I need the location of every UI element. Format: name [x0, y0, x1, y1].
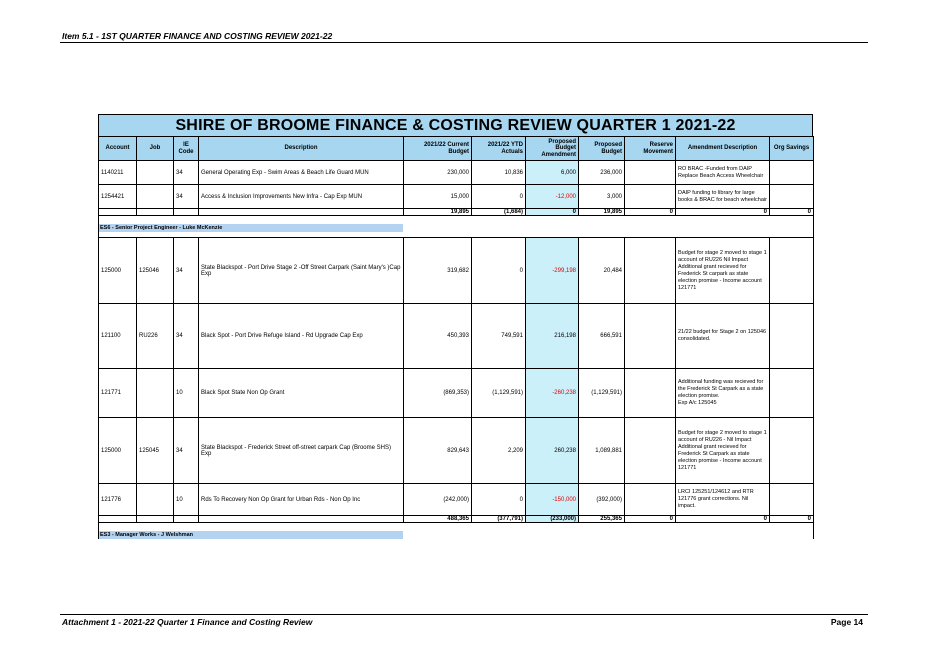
description-cell: Black Spot State Non Op Grant: [199, 369, 404, 418]
proposed-budget-cell: (1,129,591): [579, 369, 625, 418]
ie-code-cell: 10: [174, 369, 199, 418]
col-description: Description: [199, 137, 404, 161]
section-row: [99, 224, 814, 232]
total-current-budget: 488,365: [404, 516, 472, 523]
total-org-savings: 0: [770, 209, 814, 216]
amendment-cell: -12,000: [526, 185, 579, 209]
org-savings-cell: [770, 369, 814, 418]
total-amendment: (233,000): [526, 516, 579, 523]
current-budget-cell: 15,000: [404, 185, 472, 209]
reserve-movement-cell: [625, 369, 676, 418]
proposed-budget-cell: 666,591: [579, 304, 625, 369]
current-budget-cell: 230,000: [404, 161, 472, 185]
total-proposed-budget: 19,895: [579, 209, 625, 216]
total-reserve-movement: 0: [625, 209, 676, 216]
description-cell: Access & Inclusion Improvements New Infra - Cap Exp MUN: [199, 185, 404, 209]
current-budget-cell: (242,000): [404, 484, 472, 516]
section-title-es3: ES3 - Manager Works - J Welshman: [99, 531, 403, 539]
table-row: [99, 369, 814, 418]
description-cell: State Blackspot - Port Drive Stage 2 -Off Street Carpark (Saint Mary's )Cap Exp: [199, 238, 404, 304]
total-blank-cell: [199, 209, 404, 216]
total-blank-cell: [99, 209, 137, 216]
reserve-movement-cell: [625, 238, 676, 304]
account-cell: 1140211: [99, 161, 137, 185]
ie-code-cell: 34: [174, 418, 199, 484]
total-amendment-description: 0: [676, 516, 770, 523]
finance-sheet: [98, 114, 813, 539]
item-header: Item 5.1 - 1ST QUARTER FINANCE AND COSTING REVIEW 2021-22: [62, 31, 333, 41]
job-cell: [137, 369, 174, 418]
total-ytd-actuals: (1,684): [472, 209, 526, 216]
total-amendment: 0: [526, 209, 579, 216]
col-amendment-description: Amendment Description: [676, 137, 770, 161]
reserve-movement-cell: [625, 484, 676, 516]
section-spacer: [99, 523, 814, 531]
section-row: [99, 531, 814, 539]
col-proposed-amendment: Proposed Budget Amendment: [526, 137, 579, 161]
description-cell: Black Spot - Port Drive Refuge Island - Rd Upgrade Cap Exp: [199, 304, 404, 369]
account-cell: 121776: [99, 484, 137, 516]
amendment-description-cell: DAIP funding to library for large books & BRAC for beach wheelchair: [676, 185, 770, 209]
amendment-cell: 216,198: [526, 304, 579, 369]
section-title-es6: ES6 - Senior Project Engineer - Luke McKenzie: [99, 224, 403, 232]
account-cell: 121771: [99, 369, 137, 418]
proposed-budget-cell: 20,484: [579, 238, 625, 304]
amendment-cell: -150,000: [526, 484, 579, 516]
col-ytd-actuals: 2021/22 YTD Actuals: [472, 137, 526, 161]
table-row: [99, 238, 814, 304]
ytd-actuals-cell: 2,209: [472, 418, 526, 484]
amendment-cell: 260,238: [526, 418, 579, 484]
header-rule: [60, 42, 868, 43]
account-cell: 125000: [99, 238, 137, 304]
col-ie-code: IE Code: [174, 137, 199, 161]
total-current-budget: 19,895: [404, 209, 472, 216]
amendment-description-cell: Additional funding was recieved for the Frederick St Carpark as a state election promise. Exp A/c 125045: [676, 369, 770, 418]
description-cell: State Blackspot - Frederick Street off-street carpark Cap (Broome SHS) Exp: [199, 418, 404, 484]
proposed-budget-cell: (392,000): [579, 484, 625, 516]
total-blank-cell: [137, 209, 174, 216]
col-account: Account: [99, 137, 137, 161]
current-budget-cell: (869,353): [404, 369, 472, 418]
total-blank-cell: [174, 516, 199, 523]
reserve-movement-cell: [625, 418, 676, 484]
account-cell: 125000: [99, 418, 137, 484]
table-row: [99, 161, 814, 185]
proposed-budget-cell: 3,000: [579, 185, 625, 209]
job-cell: [137, 484, 174, 516]
job-cell: 125046: [137, 238, 174, 304]
total-row: [99, 516, 814, 523]
proposed-budget-cell: 236,000: [579, 161, 625, 185]
total-blank-cell: [199, 516, 404, 523]
job-cell: 125045: [137, 418, 174, 484]
job-cell: [137, 185, 174, 209]
amendment-cell: 6,000: [526, 161, 579, 185]
current-budget-cell: 319,682: [404, 238, 472, 304]
costing-table: [98, 136, 814, 539]
col-proposed-budget: Proposed Budget: [579, 137, 625, 161]
col-job: Job: [137, 137, 174, 161]
amendment-description-cell: Budget for stage 2 moved to stage 1 account of RU226 Nil Impact Additional grant recieved for Frederick St carpark as state election promise - Income account 121771: [676, 238, 770, 304]
current-budget-cell: 829,643: [404, 418, 472, 484]
org-savings-cell: [770, 418, 814, 484]
col-org-savings: Org Savings: [770, 137, 814, 161]
ie-code-cell: 34: [174, 185, 199, 209]
table-row: [99, 418, 814, 484]
table-row: [99, 484, 814, 516]
account-cell: 121100: [99, 304, 137, 369]
amendment-description-cell: 21/22 budget for Stage 2 on 125046 consolidated.: [676, 304, 770, 369]
ytd-actuals-cell: 10,836: [472, 161, 526, 185]
reserve-movement-cell: [625, 161, 676, 185]
ie-code-cell: 34: [174, 161, 199, 185]
description-cell: General Operating Exp - Swim Areas & Beach Life Guard MUN: [199, 161, 404, 185]
amendment-description-cell: Budget for stage 2 moved to stage 1 account of RU226 - Nil Impact Additional grant recieved for Frederick St Carpark as state election promise - Income account 121771: [676, 418, 770, 484]
ytd-actuals-cell: 749,591: [472, 304, 526, 369]
ie-code-cell: 10: [174, 484, 199, 516]
total-proposed-budget: 255,365: [579, 516, 625, 523]
amendment-cell: -299,198: [526, 238, 579, 304]
col-reserve-movement: Reserve Movement: [625, 137, 676, 161]
total-row: [99, 209, 814, 216]
org-savings-cell: [770, 304, 814, 369]
reserve-movement-cell: [625, 185, 676, 209]
total-blank-cell: [137, 516, 174, 523]
org-savings-cell: [770, 185, 814, 209]
attachment-footer: Attachment 1 - 2021-22 Quarter 1 Finance and Costing Review: [62, 617, 313, 627]
ytd-actuals-cell: 0: [472, 185, 526, 209]
current-budget-cell: 450,393: [404, 304, 472, 369]
table-row: [99, 304, 814, 369]
ytd-actuals-cell: 0: [472, 238, 526, 304]
total-ytd-actuals: (377,791): [472, 516, 526, 523]
total-org-savings: 0: [770, 516, 814, 523]
amendment-cell: -260,238: [526, 369, 579, 418]
ie-code-cell: 34: [174, 304, 199, 369]
description-cell: Rds To Recovery Non Op Grant for Urban Rds - Non Op Inc: [199, 484, 404, 516]
footer-rule: [60, 614, 868, 615]
org-savings-cell: [770, 161, 814, 185]
section-spacer: [99, 216, 814, 224]
job-cell: RU226: [137, 304, 174, 369]
job-cell: [137, 161, 174, 185]
org-savings-cell: [770, 484, 814, 516]
page-number: Page 14: [830, 617, 863, 627]
account-cell: 1254421: [99, 185, 137, 209]
total-blank-cell: [99, 516, 137, 523]
amendment-description-cell: RO BRAC -Funded from DAIP Replace Beach Access Wheelchair: [676, 161, 770, 185]
reserve-movement-cell: [625, 304, 676, 369]
col-current-budget: 2021/22 Current Budget: [404, 137, 472, 161]
total-reserve-movement: 0: [625, 516, 676, 523]
column-header-row: [99, 137, 814, 161]
ie-code-cell: 34: [174, 238, 199, 304]
org-savings-cell: [770, 238, 814, 304]
amendment-description-cell: LRCI 125251/124612 and RTR 121776 grant corrections. Nil impact.: [676, 484, 770, 516]
total-blank-cell: [174, 209, 199, 216]
total-amendment-description: 0: [676, 209, 770, 216]
sheet-title: SHIRE OF BROOME FINANCE & COSTING REVIEW QUARTER 1 2021-22: [98, 114, 813, 136]
ytd-actuals-cell: 0: [472, 484, 526, 516]
table-row: [99, 185, 814, 209]
ytd-actuals-cell: (1,129,591): [472, 369, 526, 418]
proposed-budget-cell: 1,089,881: [579, 418, 625, 484]
